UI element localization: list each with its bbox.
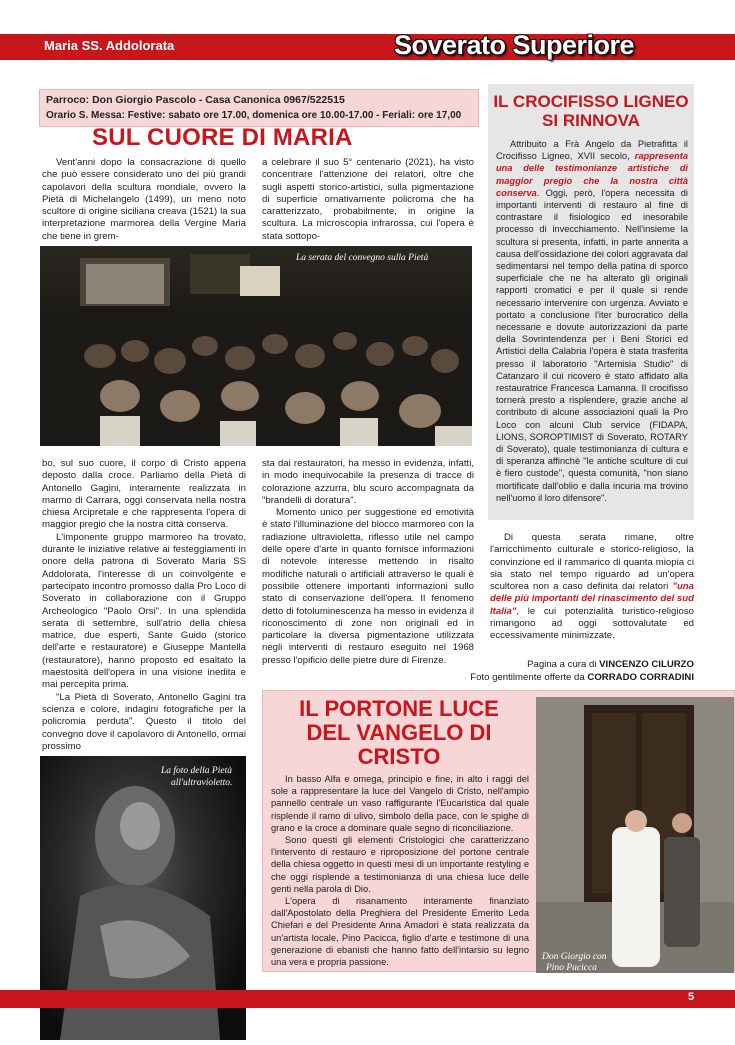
- page-number: 5: [688, 991, 695, 1003]
- portone-paragraph: In basso Alfa e omega, principio e fine, in alto i raggi del sole a rappresentare la luce del Vangelo di Cristo, nell'ampio pannello centrale un vaso raffigurante l'Eucaristica dal quale risplende il ramo di ulivo, simbolo della pace, con le spighe di grano e la croce a dominare quale segno di riconciliazione.: [271, 774, 529, 833]
- article-headline: SUL CUORE DI MARIA: [92, 124, 353, 151]
- article-col2-top: [262, 157, 474, 243]
- article-paragraph: bo, sul suo cuore, il corpo di Cristo appena deposto dalla croce. Parliamo della Pietà di Antonello Gagini, interamente realizzata in marmo di Carrara, oggi conservata nella nostra chiesa Arcipretale e che rappresenta l'opera di maggior pregio che la nostra città conserva.: [42, 458, 246, 531]
- credit-photo: [470, 671, 694, 684]
- portone-title-line2: DEL VANGELO DI CRISTO: [306, 720, 492, 769]
- portone-caption-1: Don Giorgio con: [542, 952, 607, 962]
- crucifix-title: [488, 92, 694, 130]
- crucifix-sidebar: [488, 84, 694, 520]
- article-paragraph: Momento unico per suggestione ed emotività è stato l'illuminazione del blocco marmoreo con la radiazione ultravioletta, riflesso utile nel campo delle opere d'arte in quanto fornisce informazioni di notevole interesse mettendo in risalto modifiche naturali o artificiali attraverso le quali è possibile ottenere importanti informazioni sullo stato di conservazione dell'opera. Il fenomeno detto di fotoluminescenza ha messo in evidenza il riconoscimento di zone non originali ed in particolare la diversa pigmentazione utilizzata negli interventi di restauro eseguito nel 1968 presso l'opificio delle pietre dure di Firenze.: [262, 507, 474, 666]
- credit-author: [470, 658, 694, 671]
- article-col1-top: [42, 157, 246, 243]
- crucifix-title-line2: SI RINNOVA: [542, 111, 640, 130]
- conference-photo-caption: La serata del convegno sulla Pietà: [296, 253, 429, 263]
- section-label: Maria SS. Addolorata: [44, 38, 175, 53]
- article-paragraph: L'imponente gruppo marmoreo ha trovato, durante le iniziative relative ai festeggiamenti in onore della patrona di Soverato Maria SS Addolorata, l'interesse di un coinvolgente e partecipato incontro promosso dalla Pro Loco di Soverato in collaborazione con il Gruppo Archeologico "Paolo Orsi". In una splendida serata di settembre, sull'atrio della chiesa matrice, due esperti, Sante Guido (storico dell'arte e restauratore) e Giuseppe Mantella (restauratore), hanno proposto ed esaltato la maestosità dell'opera in una visione inedita e mai percepita prima.: [42, 531, 246, 691]
- parish-info-priest: Parroco: Don Giorgio Pascolo - Casa Canonica 0967/522515: [46, 94, 345, 106]
- portone-text: [263, 769, 529, 968]
- portone-photo-art: [536, 697, 734, 973]
- credit-author-name: VINCENZO CILURZO: [599, 659, 694, 670]
- conference-photo: [40, 246, 472, 446]
- portone-photo: [536, 697, 734, 973]
- portone-paragraph: L'opera di risanamento interamente finanziato dall'Apostolato della Preghiera del Presidente Emerito Leda Chiefari e del Presidente Anna Amadori è stata realizzata da un'artista locale, Pino Pacicca, figlio d'arte e testimone di una generazione di ebanisti che hanno fatto dell'intarsio su legno una vera e propria passione.: [271, 896, 529, 968]
- closing-text-a: Di questa serata rimane, oltre l'arricchimento culturale e storico-religioso, la convinzione ed il rammarico di quanta miopia ci sia stato nel tempo riguardo ad un'opera scultorea non a caso definita dai relatori: [490, 532, 694, 593]
- crucifix-text: [488, 130, 694, 504]
- closing-text-emphasis: "una delle più importanti del rinascimento del sud Italia": [490, 581, 694, 617]
- footer-bar: [0, 990, 735, 1008]
- pieta-caption-1: La foto della Pietà: [161, 766, 232, 776]
- crucifix-text-a: Attribuito a Frà Angelo da Pietrafitta il Crocifisso Ligneo, XVII secolo,: [496, 139, 688, 162]
- credit-author-label: Pagina a cura di: [527, 659, 600, 670]
- parish-info-mass: Orario S. Messa: Festive: sabato ore 17.00, domenica ore 10.00-17.00 - Feriali: ore 17,00: [46, 110, 462, 121]
- portone-paragraph: Sono questi gli elementi Cristologici che caratterizzano l'intervento di restauro e riproposizione del portone centrale della chiesa oggetto in questi mesi di un importante restyling e che oggi risplende a testimonianza di una chiesa luce delle genti nella parola di Dio.: [271, 835, 529, 894]
- portone-title: [263, 697, 535, 769]
- credit-photo-label: Foto gentilmente offerte da: [470, 672, 588, 683]
- crucifix-text-b: . Oggi, però, l'opera necessita di importanti interventi di restauro al fine di contrastare il fisiologico ed inesorabile processo di invecchiamento. Nell'insieme la scultura si presenta, infatti, in parte annerita a causa dell'ossidazione dei colori aggravata dal sedimentarsi nel tempo della patina di sporco superficiale che ne ha alterato gli originali rapporti cromatici e per il quale si rende necessario intervenire con urgenza. Avviato e portato a conclusione l'iter burocratico della necessarie e dovute autorizzazioni da parte della Sovrintendenza per i Beni Storici ed Artistici della Calabria l'opera è stata trasferita presso il laboratorio "Artemisia Studio" di Catanzaro il cui ricovero è stato affidato alla restauratrice Francesca Lamanna. Il crocifisso tornerà presto a risplendere, grazie anche al contributo di alcune associazioni quali la Pro Loco con alcuni Club service (FIDAPA, LIONS, SOROPTIMIST di Soverato, ROTARY di Soverato), quale testimonianza di cultura e di speranza affinchè "le antiche sculture di cui è fiero custode", questa comunità, "non siano mortificate dall'oblio e dalla incuria ma trovino nell'uomo il loro difensore".: [496, 187, 688, 503]
- portone-caption-2: Pino Pacicca: [546, 963, 597, 973]
- article-paragraph: a celebrare il suo 5° centenario (2021), ha visto concentrare l'attenzione dei relatori, oltre che sugli aspetti storico-artistici, sulla pigmentazione di superficie ornativamente policroma che ha caratterizzato, probabilmente, in origine la scultura. La microscopia infrarossa, cui l'opera è stata sottopo-: [262, 157, 474, 242]
- closing-paragraph: [490, 532, 694, 643]
- pieta-caption-2: all'ultravioletto.: [171, 778, 233, 788]
- closing-text-b: , le cui potenzialità turistico-religioso rimangono ad oggi sottovalutate ed eccessivamente minimizzate.: [490, 605, 694, 642]
- article-col1: [42, 458, 246, 753]
- article-col2: [262, 458, 474, 667]
- portone-title-line1: IL PORTONE LUCE: [299, 696, 499, 721]
- article-paragraph: "La Pietà di Soverato, Antonello Gagini tra scienza e colore, indagini fotografiche per la policromia perduta". Questo il titolo del convegno dove il capolavoro di Antonello, ormai prossimo: [42, 691, 246, 752]
- crucifix-title-line1: IL CROCIFISSO LIGNEO: [493, 92, 689, 111]
- page-title: Soverato Superiore: [394, 30, 635, 60]
- credit-photo-name: CORRADO CORRADINI: [587, 672, 694, 683]
- crucifix-text-emphasis: rappresenta una delle testimonianze artistiche di maggior pregio che la nostra città conserva: [496, 151, 688, 198]
- article-paragraph: Vent'anni dopo la consacrazione di quello che può essere considerato uno dei più grandi capolavori della scultura mondiale, ovvero la Pietà di Michelangelo (1499), un meno noto scultore di origine siciliana creava (1521) la sua interpretazione marmorea della Vergine Maria che tiene in grem-: [42, 157, 246, 242]
- parish-info-box: [39, 89, 479, 127]
- article-paragraph: sta dai restauratori, ha messo in evidenza, infatti, in modo inequivocabile la presenza di tracce di colorazione azzurra, blu scuro accompagnata da "brandelli di doratura".: [262, 458, 474, 506]
- conference-photo-art: [40, 246, 472, 446]
- credits: [470, 658, 694, 684]
